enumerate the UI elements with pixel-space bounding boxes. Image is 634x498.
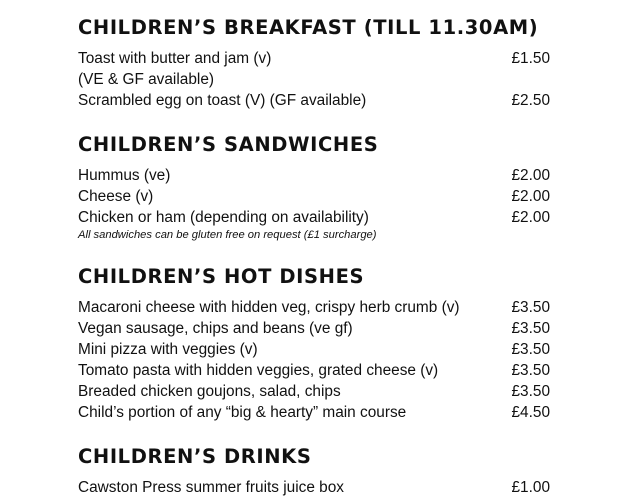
item-name: Cawston Press summer fruits juice box <box>78 479 344 496</box>
menu-item <box>78 402 550 423</box>
sandwiches-section <box>78 131 550 242</box>
item-name: Mini pizza with veggies (v) <box>78 341 258 358</box>
item-name: Hummus (ve) <box>78 167 171 184</box>
sandwiches-note: All sandwiches can be gluten free on request (£1 surcharge) <box>78 229 377 241</box>
item-price: £3.50 <box>511 383 550 400</box>
item-price: £2.00 <box>511 167 550 184</box>
menu-item <box>78 165 550 186</box>
item-price: £3.50 <box>511 362 550 379</box>
menu-item <box>78 360 550 381</box>
item-name: Macaroni cheese with hidden veg, crispy herb crumb (v) <box>78 299 460 316</box>
item-price: £2.00 <box>511 209 550 226</box>
item-price: £1.50 <box>511 50 550 67</box>
menu-item <box>78 381 550 402</box>
menu-item <box>78 318 550 339</box>
hot-dishes-section <box>78 263 550 423</box>
item-subline: (VE & GF available) <box>78 71 214 88</box>
menu-item <box>78 477 550 498</box>
drinks-heading: CHILDREN’S DRINKS <box>78 445 312 468</box>
menu-item <box>78 207 550 228</box>
sandwiches-heading: CHILDREN’S SANDWICHES <box>78 133 379 156</box>
menu-item <box>78 297 550 318</box>
menu-item <box>78 90 550 111</box>
menu-item <box>78 186 550 207</box>
item-name: Toast with butter and jam (v) <box>78 50 272 67</box>
item-price: £1.00 <box>511 479 550 496</box>
item-price: £4.50 <box>511 404 550 421</box>
item-price: £3.50 <box>511 299 550 316</box>
item-name: Breaded chicken goujons, salad, chips <box>78 383 341 400</box>
item-price: £2.50 <box>511 92 550 109</box>
drinks-section <box>78 443 550 498</box>
item-name: Vegan sausage, chips and beans (ve gf) <box>78 320 353 337</box>
item-name: Child’s portion of any “big & hearty” main course <box>78 404 407 421</box>
item-name: Tomato pasta with hidden veggies, grated cheese (v) <box>78 362 439 379</box>
breakfast-heading: CHILDREN’S BREAKFAST (TILL 11.30AM) <box>78 16 539 39</box>
item-price: £3.50 <box>511 341 550 358</box>
kids-menu <box>78 14 550 498</box>
item-name: Cheese (v) <box>78 188 154 205</box>
item-price: £2.00 <box>511 188 550 205</box>
item-name: Chicken or ham (depending on availability) <box>78 209 369 226</box>
menu-item <box>78 48 550 69</box>
breakfast-section <box>78 14 550 111</box>
menu-item <box>78 339 550 360</box>
item-name: Scrambled egg on toast (V) (GF available) <box>78 92 367 109</box>
hot-dishes-heading: CHILDREN’S HOT DISHES <box>78 265 365 288</box>
item-price: £3.50 <box>511 320 550 337</box>
